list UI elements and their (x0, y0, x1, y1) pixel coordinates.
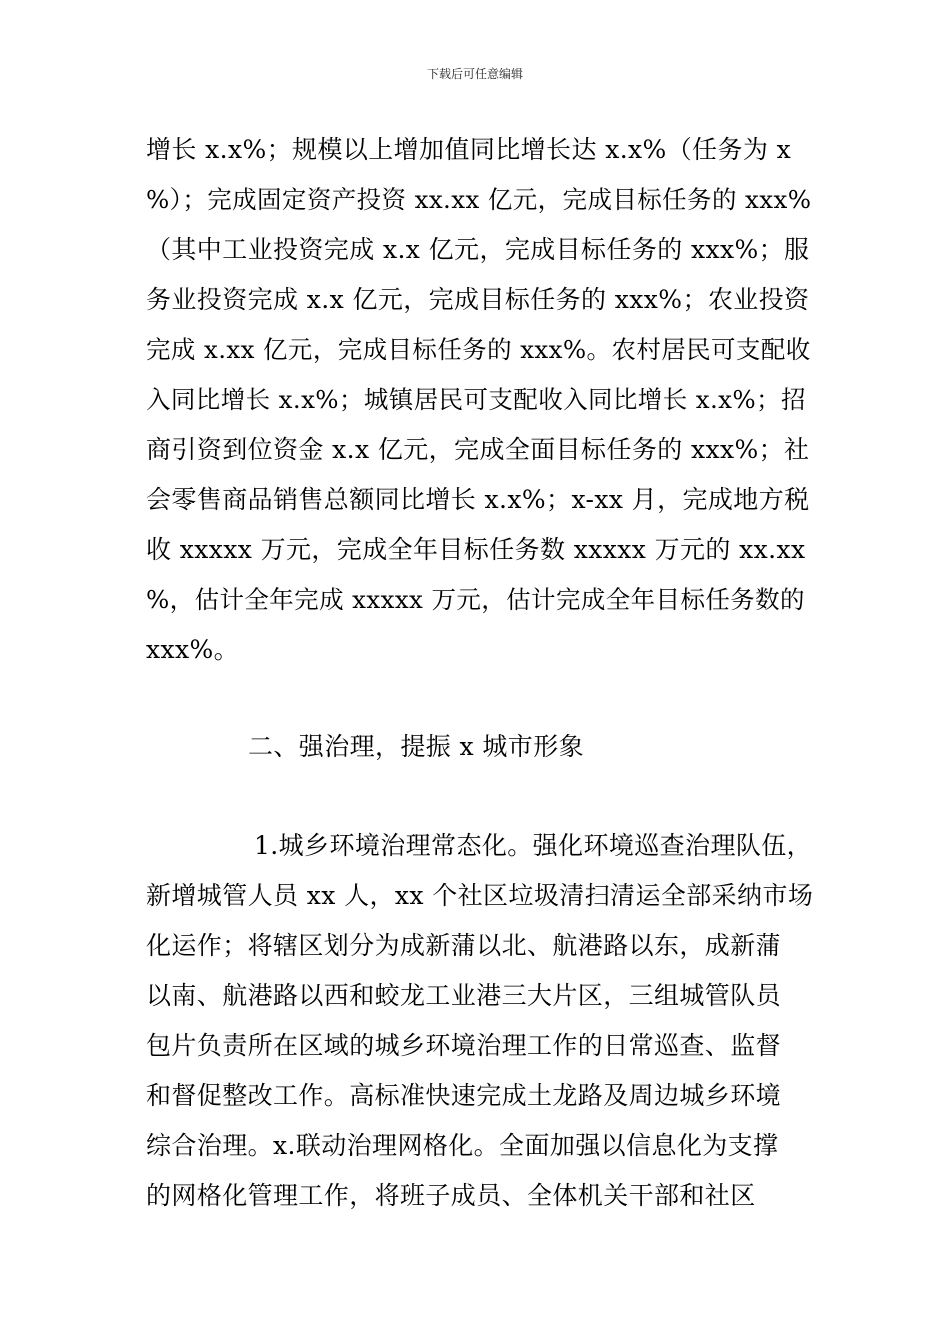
text-line: 新增城管人员 xx 人，xx 个社区垃圾清扫清运全部采纳市场 (146, 881, 814, 910)
text-line: 化运作；将辖区划分为成新蒲以北、航港路以东，成新蒲 (146, 931, 782, 960)
text-line: %，估计全年完成 xxxxx 万元，估计完成全年目标任务数的 (146, 585, 805, 614)
text-line: （其中工业投资完成 x.x 亿元，完成目标任务的 xxx%；服 (146, 235, 810, 264)
text-line: 收 xxxxx 万元，完成全年目标任务数 xxxxx 万元的 xx.xx (146, 535, 806, 564)
text-line: 以南、航港路以西和蛟龙工业港三大片区，三组城管队员 (146, 981, 782, 1010)
text-line: %）；完成固定资产投资 xx.xx 亿元，完成目标任务的 xxx% (146, 185, 812, 214)
text-line: 会零售商品销售总额同比增长 x.x%；x-xx 月，完成地方税 (146, 485, 810, 514)
text-line: 入同比增长 x.x%；城镇居民可支配收入同比增长 x.x%；招 (146, 385, 806, 414)
text-line: 1.城乡环境治理常态化。强化环境巡查治理队伍， (254, 831, 813, 860)
text-line: 包片负责所在区域的城乡环境治理工作的日常巡查、监督 (146, 1031, 782, 1060)
text-line: 完成 x.xx 亿元，完成目标任务的 xxx%。农村居民可支配收 (146, 335, 811, 364)
text-line: 商引资到位资金 x.x 亿元，完成全面目标任务的 xxx%；社 (146, 435, 810, 464)
text-line: 增长 x.x%；规模以上增加值同比增长达 x.x%（任务为 x (146, 135, 792, 164)
text-line: 和督促整改工作。高标准快速完成土龙路及周边城乡环境 (146, 1081, 782, 1110)
text-line: 综合治理。x.联动治理网格化。全面加强以信息化为支撑 (146, 1131, 779, 1160)
text-line: xxx%。 (146, 635, 240, 664)
page-header: 下载后可任意编辑 (426, 67, 523, 81)
section-heading: 二、强治理，提振 x 城市形象 (248, 732, 584, 761)
text-line: 的网格化管理工作，将班子成员、全体机关干部和社区 (146, 1181, 756, 1210)
text-line: 务业投资完成 x.x 亿元，完成目标任务的 xxx%；农业投资 (146, 285, 810, 314)
